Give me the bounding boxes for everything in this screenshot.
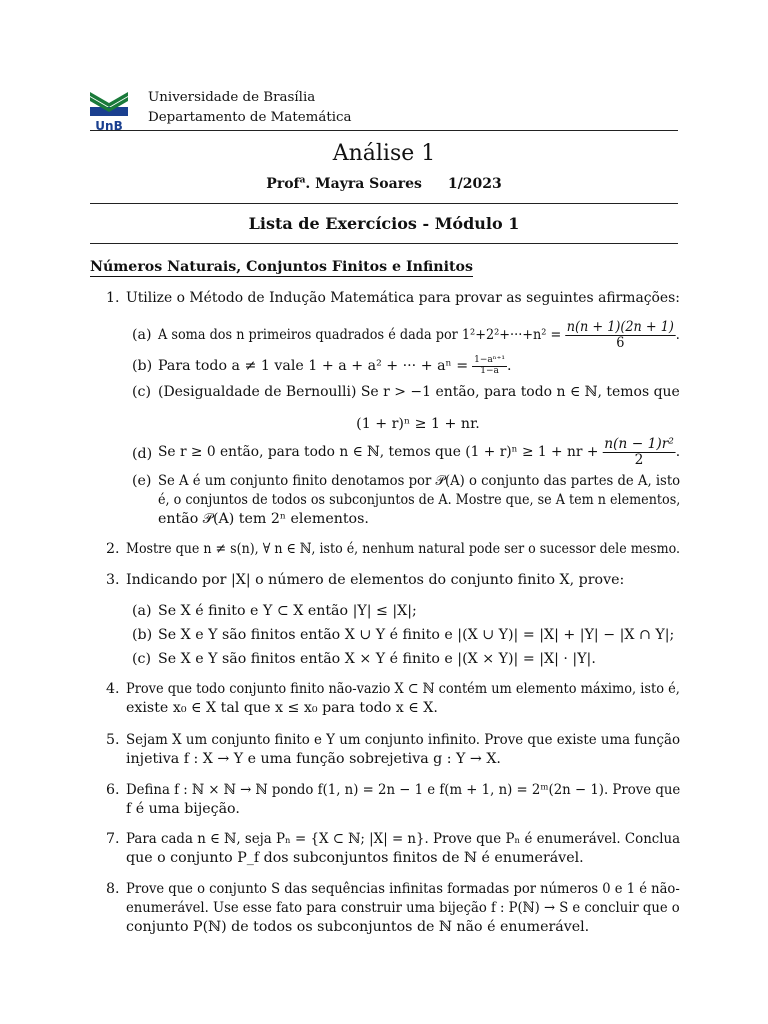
professor-name: . Mayra Soares <box>305 176 422 192</box>
exercise-3a-text: Se X é finito e Y ⊂ X então |Y| ≤ |X|; <box>158 603 417 619</box>
professor-line <box>0 176 768 192</box>
exercise-1b-fraction <box>472 356 507 376</box>
department-name: Departamento de Matemática <box>148 110 352 125</box>
unb-logo-mark-icon <box>90 92 128 116</box>
exercise-3-number: 3. <box>106 572 120 588</box>
exercise-3b-label: (b) <box>132 627 153 643</box>
exercise-2-text: Mostre que n ≠ s(n), ∀ n ∈ ℕ, isto é, nenhum natural pode ser o sucessor dele mesmo. <box>126 541 681 557</box>
exercise-7-number: 7. <box>106 831 120 847</box>
exercise-6-line2: f é uma bijeção. <box>126 801 240 817</box>
exercise-1-number: 1. <box>106 290 120 306</box>
exercise-4-number: 4. <box>106 681 120 697</box>
exercise-1d-text: Se r ≥ 0 então, para todo n ∈ ℕ, temos que (1 + r)ⁿ ≥ 1 + nr + <box>158 444 599 460</box>
exercise-1-intro: Utilize o Método de Indução Matemática para provar as seguintes afirmações: <box>126 290 680 306</box>
exercise-1b-numerator: 1−aⁿ⁺¹ <box>474 355 505 366</box>
exercise-1d-numerator: n(n − 1)r² <box>604 435 674 452</box>
unb-logo <box>90 92 128 132</box>
exercise-1a-denominator: 6 <box>616 334 625 351</box>
exercise-3c-label: (c) <box>132 651 152 667</box>
exercise-1d-label: (d) <box>132 446 153 462</box>
exercise-1e-line3: então 𝒫(A) tem 2ⁿ elementos. <box>158 511 369 527</box>
exercise-5-line1: Sejam X um conjunto finito e Y um conjunto infinito. Prove que existe uma função <box>126 732 681 748</box>
exercise-7-line1: Para cada n ∈ ℕ, seja Pₙ = {X ⊂ ℕ; |X| = n}. Prove que Pₙ é enumerável. Conclua <box>126 831 681 847</box>
list-title: Lista de Exercícios - Módulo 1 <box>248 214 520 233</box>
exercise-1b-text: Para todo a ≠ 1 vale 1 + a + a² + ··· + aⁿ = <box>158 358 469 374</box>
section-title: Números Naturais, Conjuntos Finitos e Infinitos <box>90 259 473 275</box>
semester: 1/2023 <box>447 176 502 192</box>
exercise-6-line1: Defina f : ℕ × ℕ → ℕ pondo f(1, n) = 2n − 1 e f(m + 1, n) = 2ᵐ(2n − 1). Prove que <box>126 782 681 798</box>
title-divider-bottom <box>90 243 678 244</box>
exercise-1d-denominator: 2 <box>634 451 644 468</box>
header-divider <box>90 130 678 131</box>
exercise-1a: A soma dos n primeiros quadrados é dada por 1²+2²+···+n² = $\frac{n(n + 1)(2n + 1)}{6}$ . <box>158 318 680 351</box>
exercise-1b-denominator: 1−a <box>480 365 499 376</box>
exercise-6-number: 6. <box>106 782 120 798</box>
title-divider-top <box>90 203 678 204</box>
exercise-1e-label: (e) <box>132 473 152 489</box>
exercise-1c-text: (Desigualdade de Bernoulli) Se r > −1 então, para todo n ∈ ℕ, temos que <box>158 384 680 400</box>
exercise-1d: Se r ≥ 0 então, para todo n ∈ ℕ, temos que (1 + r)ⁿ ≥ 1 + nr + $\frac{\text{n(n − 1)r²}}{2}$ . <box>158 435 681 468</box>
exercise-8-line3: conjunto P(ℕ) de todos os subconjuntos de ℕ não é enumerável. <box>126 919 590 935</box>
exercise-7-line2: que o conjunto P_f dos subconjuntos finitos de ℕ é enumerável. <box>126 850 584 866</box>
exercise-8-line2: enumerável. Use esse fato para construir uma bijeção f : P(ℕ) → S e concluir que o <box>126 900 680 916</box>
exercise-1a-label: (a) <box>132 327 152 343</box>
exercise-4-line1: Prove que todo conjunto finito não-vazio X ⊂ ℕ contém um elemento máximo, isto é, <box>126 681 680 697</box>
exercise-1a-numerator: n(n + 1)(2n + 1) <box>566 318 674 335</box>
exercise-1c-display: (1 + r)ⁿ ≥ 1 + nr. <box>356 416 480 432</box>
exercise-1d-fraction <box>602 437 676 468</box>
exercise-1a-fraction <box>565 320 676 351</box>
exercise-1b: Para todo a ≠ 1 vale 1 + a + a² + ··· + aⁿ = $\frac{\text{1−aⁿ⁺¹}}{1-a}$ . <box>158 355 512 376</box>
exercise-3c-text: Se X e Y são finitos então X × Y é finito e |(X × Y)| = |X| · |Y|. <box>158 651 596 667</box>
exercise-3a-label: (a) <box>132 603 152 619</box>
exercise-2-number: 2. <box>106 541 120 557</box>
exercise-1a-text: A soma dos n primeiros quadrados é dada por 1²+2²+···+n² = <box>158 327 562 343</box>
exercise-1e-line1: Se A é um conjunto finito denotamos por 𝒫(A) o conjunto das partes de A, isto <box>158 473 681 489</box>
exercise-5-number: 5. <box>106 732 120 748</box>
exercise-8-number: 8. <box>106 881 120 897</box>
professor-ordinal: a <box>299 175 306 186</box>
exercise-8-line1: Prove que o conjunto S das sequências infinitas formadas por números 0 e 1 é não- <box>126 881 680 897</box>
professor-prefix: Prof <box>266 176 300 192</box>
exercise-3b-text: Se X e Y são finitos então X ∪ Y é finito e |(X ∪ Y)| = |X| + |Y| − |X ∩ Y|; <box>158 627 675 643</box>
exercise-1b-label: (b) <box>132 358 153 374</box>
exercise-4-line2: existe x₀ ∈ X tal que x ≤ x₀ para todo x ∈ X. <box>126 700 438 716</box>
exercise-1c-label: (c) <box>132 384 152 400</box>
exercise-5-line2: injetiva f : X → Y e uma função sobrejetiva g : Y → X. <box>126 751 501 767</box>
exercise-1e-line2: é, o conjuntos de todos os subconjuntos de A. Mostre que, se A tem n elementos, <box>158 492 681 508</box>
course-title: Análise 1 <box>332 141 436 166</box>
logo-text: UnB <box>95 119 123 133</box>
university-name: Universidade de Brasília <box>148 90 316 105</box>
exercise-3-intro: Indicando por |X| o número de elementos do conjunto finito X, prove: <box>126 572 625 588</box>
